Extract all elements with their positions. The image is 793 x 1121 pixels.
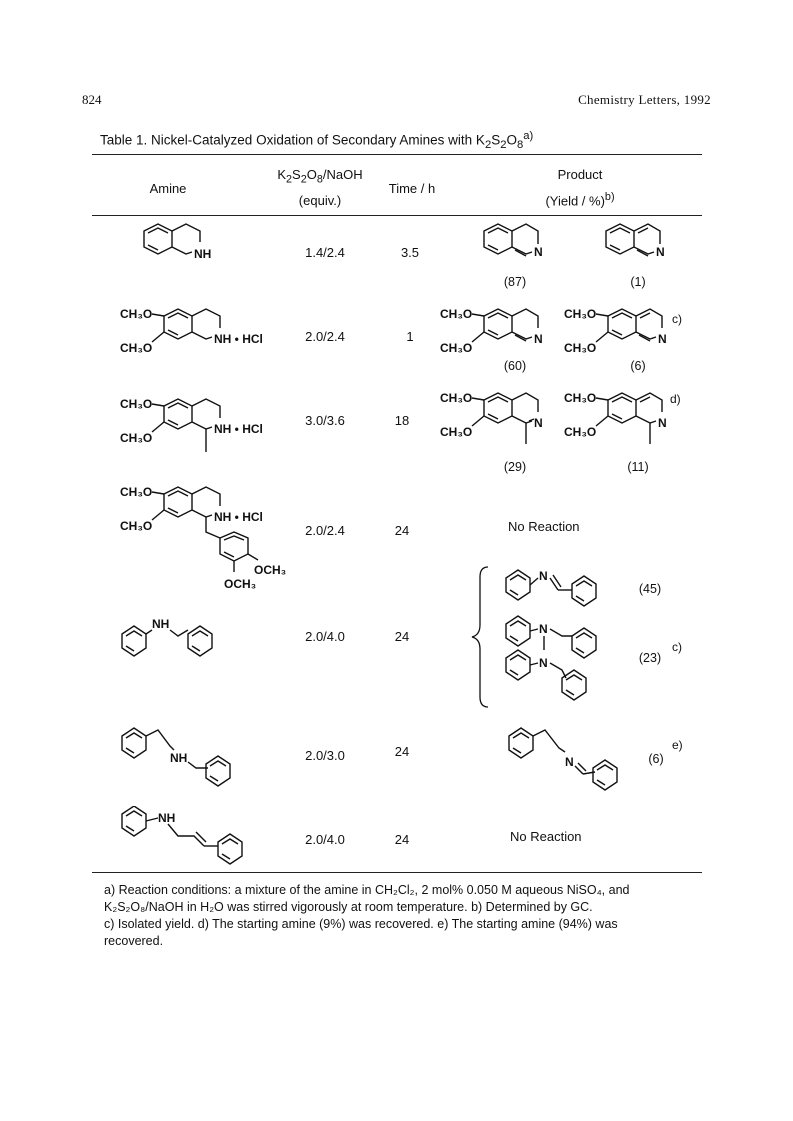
caption-text: Table 1. Nickel-Catalyzed Oxidation of Secondary Amines with K — [100, 132, 485, 148]
caption-footnote-ref: a) — [523, 130, 534, 142]
label-ch3o: CH₃O — [120, 519, 153, 533]
label-nh-hcl: NH • HCl — [214, 510, 263, 524]
row2-ratio: 2.0/2.4 — [305, 329, 345, 344]
label-ch3o: CH₃O — [440, 425, 473, 439]
structure-n-benzylidenebenzylamine — [505, 722, 635, 792]
label-nh: NH — [194, 247, 212, 261]
row6-time: 24 — [394, 744, 410, 759]
row1-ratio: 1.4/2.4 — [305, 245, 345, 260]
label-n: N — [539, 622, 548, 636]
header-text: (Yield / %) — [545, 193, 605, 209]
footnote-line: K₂S₂O₈/NaOH in H₂O was stirred vigorously at room temperature. b) Determined by GC. — [104, 900, 593, 914]
label-ch3o: CH₃O — [120, 485, 153, 499]
header-footnote-ref: b) — [604, 191, 615, 203]
label-ch3o: CH₃O — [120, 397, 153, 411]
table-bottom-rule — [92, 872, 702, 873]
row5-yield2: (23) — [638, 651, 662, 665]
label-ch3o: CH₃O — [120, 307, 153, 321]
structure-benzyl-thiq-hcl — [118, 480, 298, 590]
header-sub: 2 — [300, 173, 307, 186]
label-ch3o: CH₃O — [120, 431, 153, 445]
row3-time: 18 — [394, 413, 410, 428]
footnote-line: a) Reaction conditions: a mixture of the amine in CH₂Cl₂, 2 mol% 0.050 M aqueous NiSO₄, and — [104, 883, 630, 897]
row4-ratio: 2.0/2.4 — [305, 523, 345, 538]
row7-time: 24 — [394, 832, 410, 847]
row3-note: d) — [670, 392, 681, 406]
label-n: N — [658, 416, 667, 430]
caption-sub: 2 — [484, 139, 492, 152]
page-number: 824 — [82, 92, 102, 107]
label-och3: OCH₃ — [224, 577, 257, 590]
label-ch3o: CH₃O — [564, 391, 597, 405]
label-nh-hcl: NH • HCl — [214, 422, 263, 436]
structure-dimethoxy-thiq-hcl — [118, 302, 278, 362]
row5-time: 24 — [394, 629, 410, 644]
structure-isoquinoline — [600, 222, 680, 272]
label-nh: NH — [158, 811, 176, 825]
row1-yield1: (87) — [503, 275, 527, 289]
row3-yield2: (11) — [627, 460, 649, 474]
header-time: Time / h — [388, 181, 436, 196]
header-amine: Amine — [149, 181, 187, 196]
label-ch3o: CH₃O — [440, 391, 473, 405]
table-top-rule — [92, 154, 702, 155]
label-nh: NH — [152, 617, 170, 631]
structure-tetrahydroisoquinoline — [130, 222, 230, 272]
label-n: N — [565, 755, 574, 769]
structure-dimethoxy-dihydroisoquinoline — [438, 302, 548, 362]
row1-yield2: (1) — [630, 275, 646, 289]
label-n: N — [534, 416, 543, 430]
row2-note: c) — [672, 312, 682, 326]
label-och3: OCH₃ — [254, 563, 287, 577]
row2-yield2: (6) — [630, 359, 646, 373]
label-n: N — [539, 569, 548, 583]
label-n: N — [534, 332, 543, 346]
structure-hydrazine-dimer — [500, 612, 620, 708]
caption-text: S — [491, 132, 501, 148]
structure-imine-benzylideneaniline — [500, 564, 620, 608]
caption-text: O — [506, 132, 517, 148]
brace-left — [470, 565, 500, 710]
row3-yield1: (29) — [503, 460, 527, 474]
structure-dimethoxy-methyl-thiq-hcl — [118, 392, 278, 462]
row6-ratio: 2.0/3.0 — [305, 748, 345, 763]
header-text: S — [292, 167, 301, 182]
label-nh-hcl: NH • HCl — [214, 332, 263, 346]
caption-sub: 2 — [500, 139, 507, 152]
footnote-line: recovered. — [104, 934, 164, 948]
label-n: N — [658, 332, 667, 346]
caption-sub: 8 — [517, 139, 524, 152]
label-ch3o: CH₃O — [440, 307, 473, 321]
row3-ratio: 3.0/3.6 — [305, 413, 345, 428]
header-product: Product — [557, 167, 603, 182]
header-text: O — [306, 167, 317, 182]
label-n: N — [539, 656, 548, 670]
row1-time: 3.5 — [400, 245, 420, 260]
structure-n-benzylaniline — [118, 612, 238, 662]
table-header-rule — [92, 215, 702, 216]
row2-time: 1 — [406, 329, 414, 344]
row5-yield1: (45) — [638, 582, 662, 596]
label-n: N — [656, 245, 665, 259]
header-text: /NaOH — [322, 167, 363, 182]
structure-dibenzylamine — [118, 722, 248, 792]
header-yield — [530, 191, 630, 208]
row5-ratio: 2.0/4.0 — [305, 629, 345, 644]
header-reagent-unit: (equiv.) — [298, 193, 342, 208]
label-ch3o: CH₃O — [440, 341, 473, 355]
header-sub: 2 — [286, 173, 293, 186]
row6-note: e) — [672, 738, 683, 752]
table-caption — [100, 130, 533, 151]
label-ch3o: CH₃O — [564, 341, 597, 355]
label-ch3o: CH₃O — [564, 307, 597, 321]
header-text: K — [277, 167, 287, 182]
table-footnotes — [104, 882, 684, 950]
label-nh: NH — [170, 751, 188, 765]
label-n: N — [534, 245, 543, 259]
row2-yield1: (60) — [503, 359, 527, 373]
row6-yield1: (6) — [648, 752, 664, 766]
footnote-line: c) Isolated yield. d) The starting amine (9%) was recovered. e) The starting amine (94%) was — [104, 917, 618, 931]
structure-dimethoxy-methyl-isoquinoline — [562, 386, 672, 456]
header-reagent — [260, 167, 380, 186]
row7-ratio: 2.0/4.0 — [305, 832, 345, 847]
row7-product: No Reaction — [510, 829, 582, 844]
row5-note: c) — [672, 640, 682, 654]
row4-time: 24 — [394, 523, 410, 538]
structure-n-cinnamylaniline — [118, 806, 258, 866]
structure-dimethoxy-isoquinoline — [562, 302, 672, 362]
structure-dihydroisoquinoline — [478, 222, 558, 272]
label-ch3o: CH₃O — [564, 425, 597, 439]
header-sub: 8 — [316, 173, 323, 186]
journal-header: Chemistry Letters, 1992 — [578, 92, 711, 107]
row4-product: No Reaction — [508, 519, 580, 534]
structure-dimethoxy-methyl-dihydroisoquinoline — [438, 386, 548, 456]
label-ch3o: CH₃O — [120, 341, 153, 355]
